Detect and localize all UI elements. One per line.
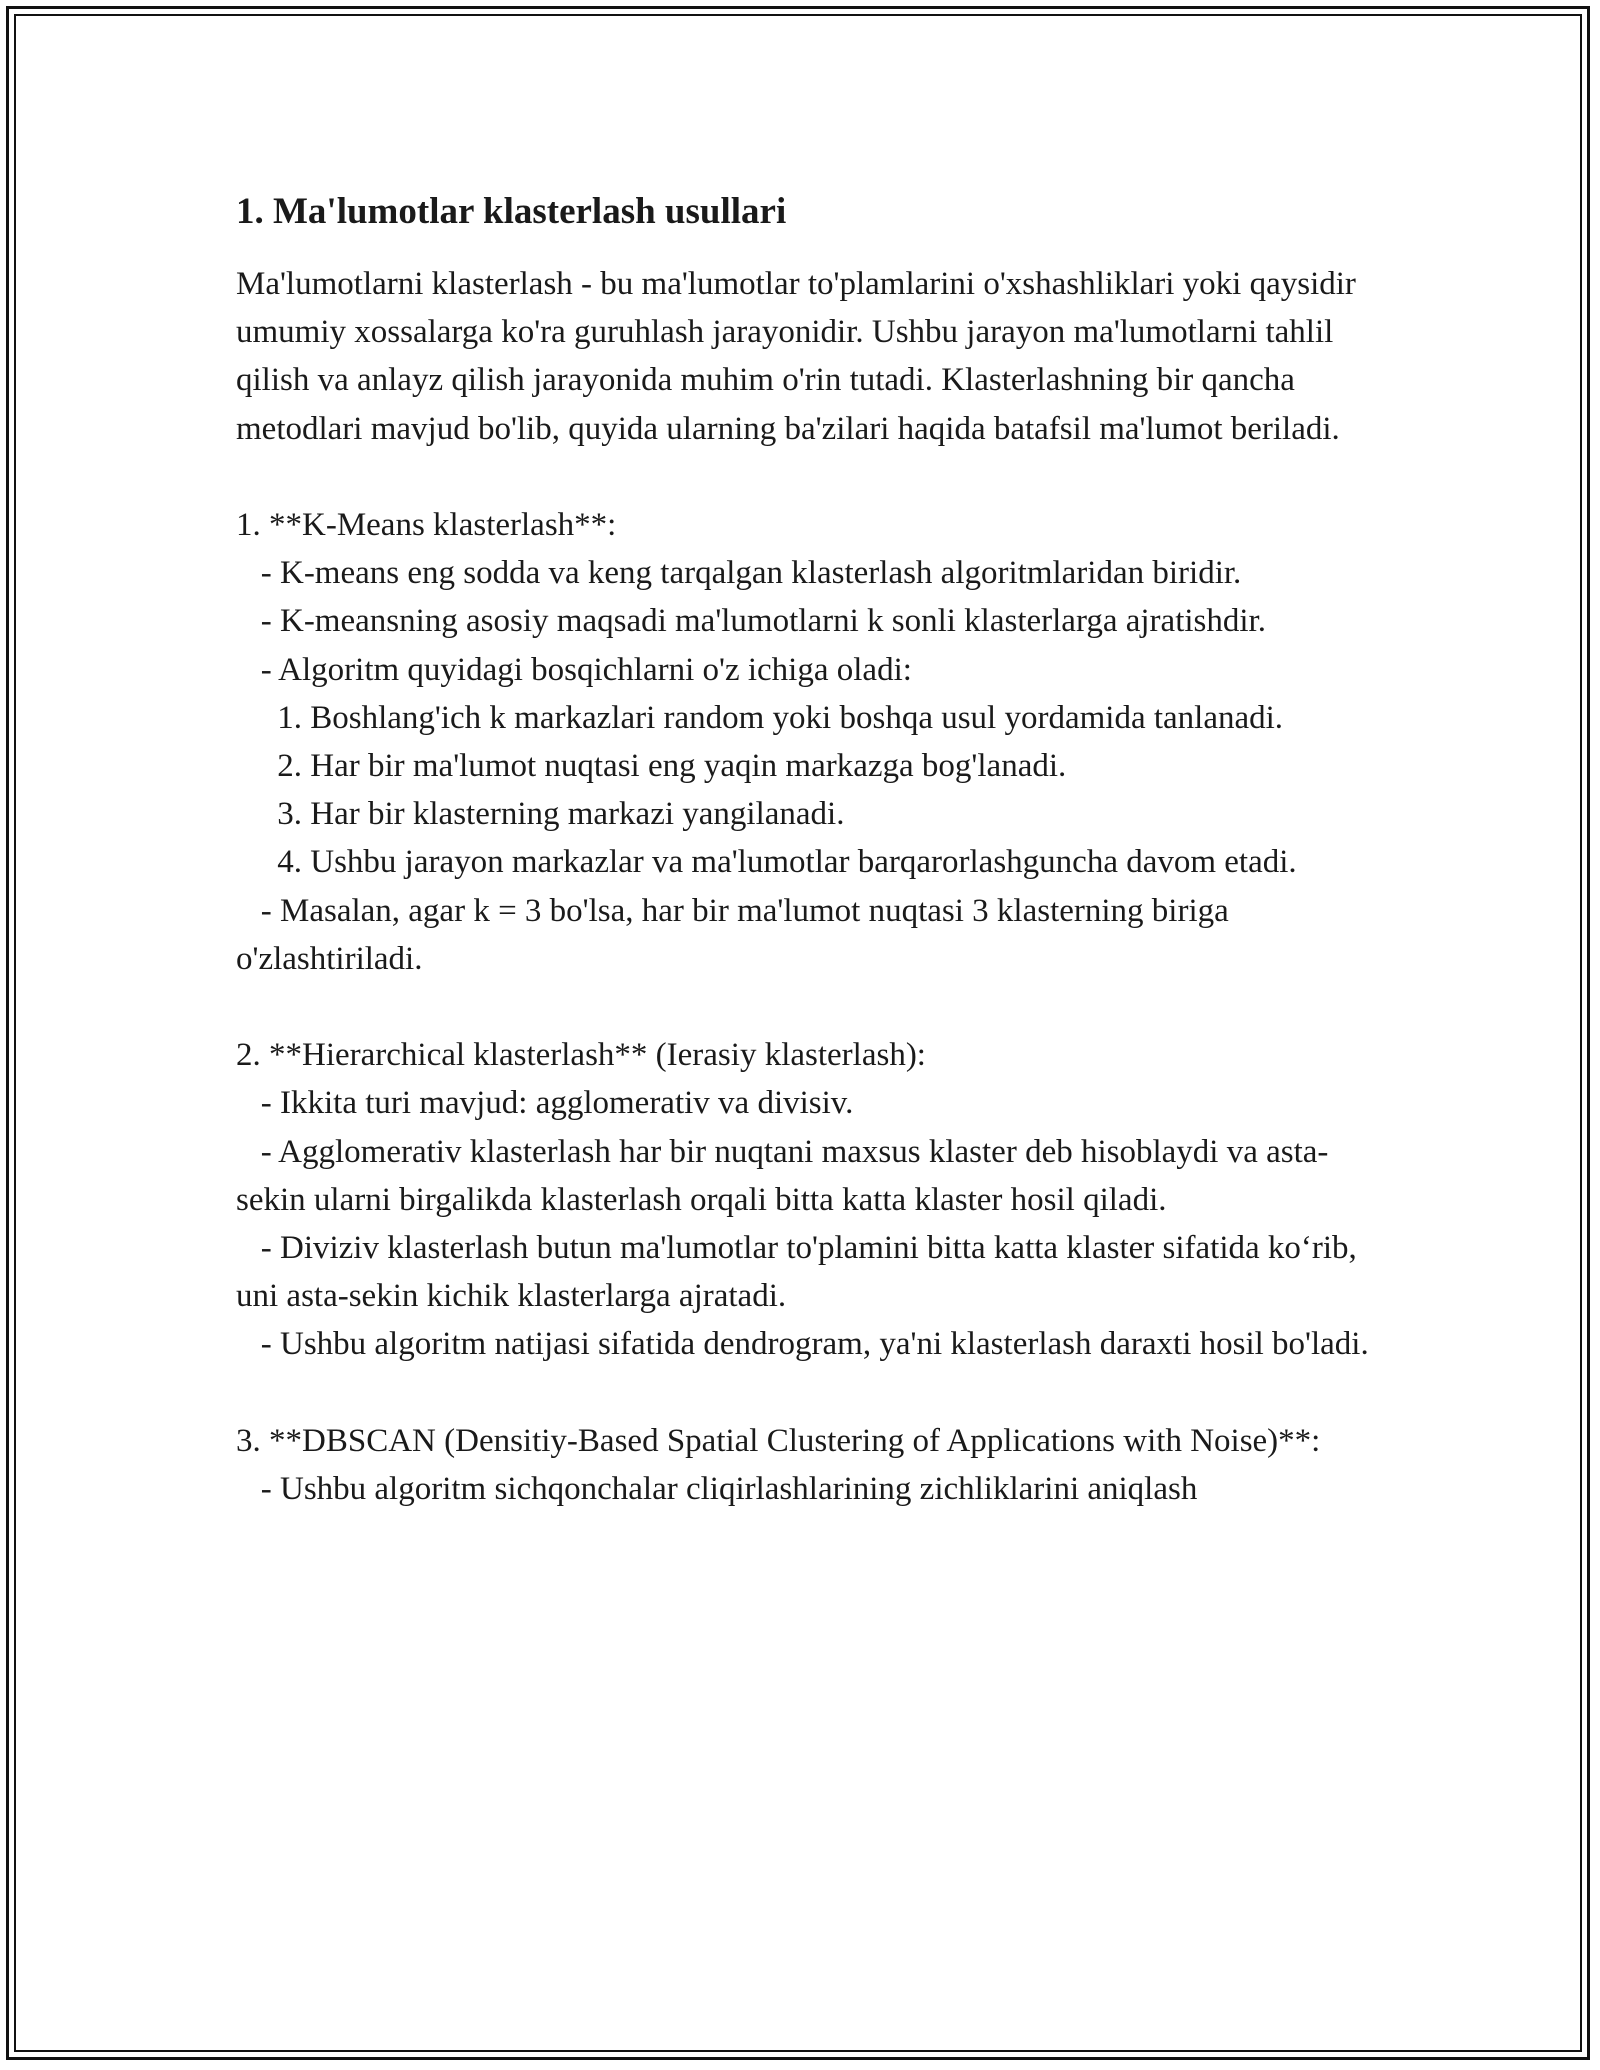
- kmeans-step-1: 1. Boshlang'ich k markazlari random yoki boshqa usul yordamida tanlanadi.: [236, 699, 1284, 736]
- blank-line: [236, 453, 1386, 501]
- intro-paragraph: Ma'lumotlarni klasterlash - bu ma'lumotlar to'plamlarini o'xshashliklari yoki qaysidir umumiy xossalarga ko'ra guruhlash jarayonidir. Ushbu jarayon ma'lumotlarni tahlil qilish va anlayz qilish jarayonida muhim o'rin tutadi. Klasterlashning bir qancha metodlari mavjud bo'lib, quyida ularning ba'zilari haqida batafsil ma'lumot beriladi.: [236, 266, 1365, 447]
- dbscan-heading: 3. **DBSCAN (Densitiy-Based Spatial Clustering of Applications with Noise)**:: [236, 1422, 1321, 1459]
- kmeans-bullet-4: - Masalan, agar k = 3 bo'lsa, har bir ma'lumot nuqtasi 3 klasterning biriga o'zlashtiriladi.: [236, 892, 1238, 977]
- blank-line: [236, 1369, 1386, 1417]
- kmeans-bullet-3: - Algoritm quyidagi bosqichlarni o'z ichiga oladi:: [236, 651, 912, 688]
- hierarchical-bullet-4: - Ushbu algoritm natijasi sifatida dendrogram, ya'ni klasterlash daraxti hosil bo'ladi.: [236, 1326, 1369, 1363]
- kmeans-step-3: 3. Har bir klasterning markazi yangilanadi.: [236, 796, 845, 833]
- kmeans-bullet-2: - K-meansning asosiy maqsadi ma'lumotlarni k sonli klasterlarga ajratishdir.: [236, 603, 1266, 640]
- kmeans-step-4: 4. Ushbu jarayon markazlar va ma'lumotlar barqarorlashguncha davom etadi.: [236, 844, 1297, 881]
- document-body: [236, 188, 1386, 1513]
- blank-line: [236, 983, 1386, 1031]
- kmeans-heading: 1. **K-Means klasterlash**:: [236, 507, 617, 543]
- kmeans-step-2: 2. Har bir ma'lumot nuqtasi eng yaqin markazga bog'lanadi.: [236, 748, 1067, 785]
- hierarchical-bullet-1: - Ikkita turi mavjud: agglomerativ va divisiv.: [236, 1085, 854, 1122]
- hierarchical-heading: 2. **Hierarchical klasterlash** (Ierasiy klasterlash):: [236, 1037, 926, 1074]
- hierarchical-bullet-3: - Diviziv klasterlash butun ma'lumotlar to'plamini bitta katta klaster sifatida ko‘rib, uni asta-sekin kichik klasterlarga ajratadi.: [236, 1230, 1366, 1315]
- kmeans-bullet-1: - K-means eng sodda va keng tarqalgan klasterlash algoritmlaridan biridir.: [236, 555, 1242, 592]
- dbscan-bullet-1: - Ushbu algoritm sichqonchalar cliqirlashlarining zichliklarini aniqlash: [236, 1471, 1198, 1508]
- hierarchical-bullet-2: - Agglomerativ klasterlash har bir nuqtani maxsus klaster deb hisoblaydi va asta-sekin ularni birgalikda klasterlash orqali bitta katta klaster hosil qiladi.: [236, 1133, 1329, 1218]
- document-title: 1. Ma'lumotlar klasterlash usullari: [236, 191, 787, 232]
